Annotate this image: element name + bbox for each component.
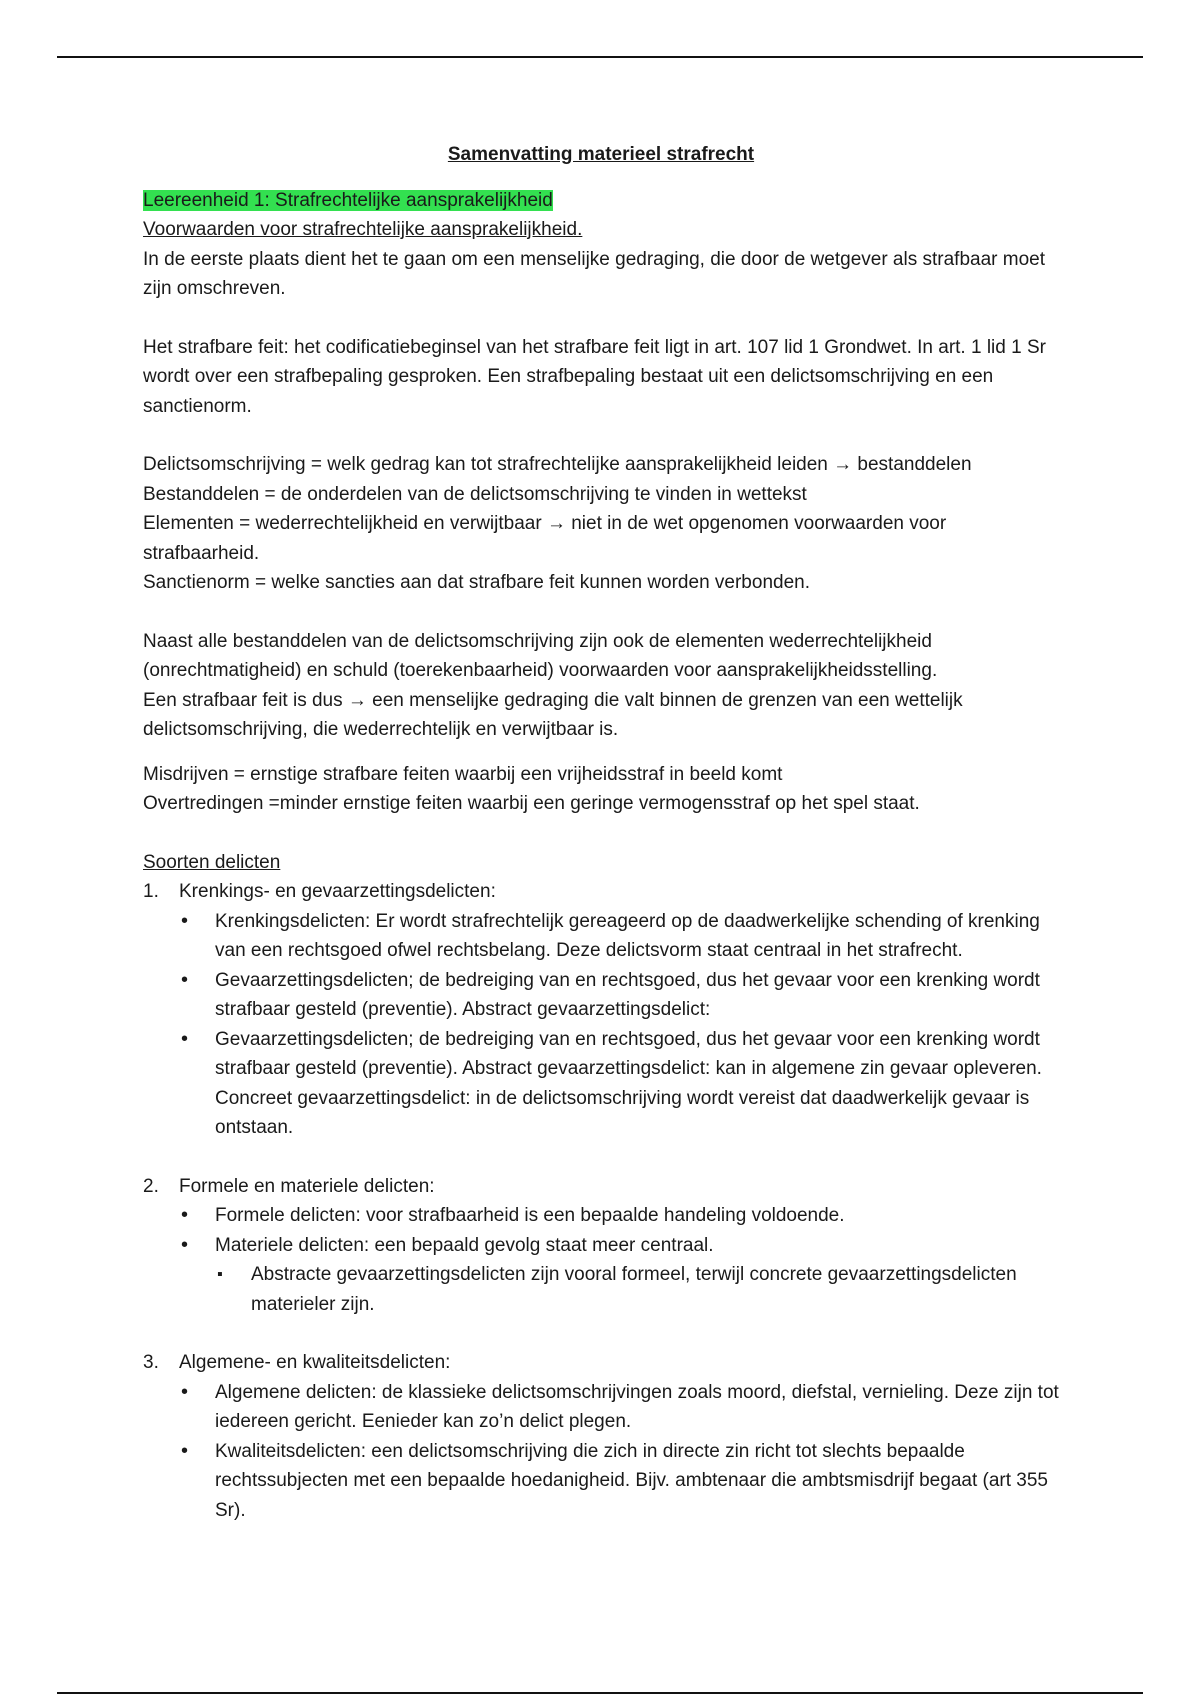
list-item: • Krenkingsdelicten: Er wordt strafrechtelijk gereageerd op de daadwerkelijke schending of krenking van een rechtsgoed ofwel rechtsbelang. Deze delictsvorm staat centraal in het strafrecht. [179,907,1059,966]
definition-delictsomschrijving: Delictsomschrijving = welk gedrag kan tot strafrechtelijke aansprakelijkheid leiden → bestanddelen [143,454,972,475]
list-item: ▪ Abstracte gevaarzettingsdelicten zijn vooral formeel, terwijl concrete gevaarzettingsdelicten materieler zijn. [215,1260,1059,1319]
paragraph-intro: In de eerste plaats dient het te gaan om een menselijke gedraging, die door de wetgever als strafbaar moet zijn omschreven. [143,248,1045,299]
paragraph-strafbaar-feit: Een strafbaar feit is dus → een menselijke gedraging die valt binnen de grenzen van een wettelijk delictsomschrijving, die wederrechtelijk en verwijtbaar is. [143,689,963,740]
list-item: • Gevaarzettingsdelicten; de bedreiging van en rechtsgoed, dus het gevaar voor een krenking wordt strafbaar gesteld (preventie). Abstract gevaarzettingsdelict: kan in algemene zin gevaar opleveren. Concreet gevaarzettingsdelict: in de delictsomschrijving wordt vereist dat daadwerkelijk gevaar is ontstaan. [179,1025,1059,1143]
soorten-heading: Soorten delicten [143,851,281,873]
bottom-rule [57,1692,1143,1694]
definition-overtredingen: Overtredingen =minder ernstige feiten waarbij een geringe vermogensstraf op het spel staat. [143,793,920,814]
definition-misdrijven: Misdrijven = ernstige strafbare feiten waarbij een vrijheidsstraf in beeld komt [143,763,783,785]
section-subheading: Voorwaarden voor strafrechtelijke aansprakelijkheid. [143,219,583,240]
paragraph-elementen: Naast alle bestanddelen van de delictsomschrijving zijn ook de elementen wederrechtelijkheid (onrechtmatigheid) en schuld (toerekenbaarheid) voorwaarden voor aansprakelijkheidsstelling. [143,630,938,681]
list-item: • Algemene delicten: de klassieke delictsomschrijvingen zoals moord, diefstal, vernieling. Deze zijn tot iedereen gericht. Eenieder kan zo’n delict plegen. [179,1378,1059,1437]
page-title: Samenvatting materieel strafrecht [447,144,755,165]
list-item: • Kwaliteitsdelicten: een delictsomschrijving die zich in directe zin richt tot slechts bepaalde rechtssubjecten met een bepaalde hoedanigheid. Bijv. ambtenaar die ambtsmisdrijf begaat (art 355 Sr). [179,1437,1059,1526]
list-item: 3. Algemene- en kwaliteitsdelicten: • Algemene delicten: de klassieke delictsomschrijvingen zoals moord, diefstal, vernieling. Deze zijn tot iedereen gericht. Eenieder kan zo’n delict plegen. • Kwaliteitsdelicten: een delictsomschrijving die zich in directe zin richt tot slechts bepaalde rechtssubjecten met een bepaalde hoedanigheid. Bijv. ambtenaar die ambtsmisdrijf begaat (art 355 Sr). [143,1348,1059,1525]
unit-heading: Leereenheid 1: Strafrechtelijke aansprakelijkheid [143,189,553,211]
list-item: • Materiele delicten: een bepaald gevolg staat meer centraal. ▪ Abstracte gevaarzettingsdelicten zijn vooral formeel, terwijl concrete gevaarzettingsdelicten materieler zijn. [179,1231,1059,1320]
list-item: • Formele delicten: voor strafbaarheid is een bepaalde handeling voldoende. [179,1201,1059,1231]
document-body [143,140,1059,1525]
paragraph-strafbare-feit: Het strafbare feit: het codificatiebeginsel van het strafbare feit ligt in art. 107 lid 1 Grondwet. In art. 1 lid 1 Sr wordt over een strafbepaling gesproken. Een strafbepaling bestaat uit een delictsomschrijving en een sanctienorm. [143,336,1046,417]
delict-types-list [143,877,1059,1525]
list-item: • Gevaarzettingsdelicten; de bedreiging van en rechtsgoed, dus het gevaar voor een krenking wordt strafbaar gesteld (preventie). Abstract gevaarzettingsdelict: [179,966,1059,1025]
list-item: 1. Krenkings- en gevaarzettingsdelicten: • Krenkingsdelicten: Er wordt strafrechtelijk gereageerd op de daadwerkelijke schending of krenking van een rechtsgoed ofwel rechtsbelang. Deze delictsvorm staat centraal in het strafrecht. • Gevaarzettingsdelicten; de bedreiging van en rechtsgoed, dus het gevaar voor een krenking wordt strafbaar gesteld (preventie). Abstract gevaarzettingsdelict: • Gevaarzettingsdelicten; de bedreiging van en rechtsgoed, dus het gevaar voor een krenking wordt strafbaar gesteld (preventie). Abstract gevaarzettingsdelict: kan in algemene zin gevaar opleveren. Concreet gevaarzettingsdelict: in de delictsomschrijving wordt vereist dat daadwerkelijk gevaar is ontstaan. [143,877,1059,1172]
list-item: 2. Formele en materiele delicten: • Formele delicten: voor strafbaarheid is een bepaalde handeling voldoende. • Materiele delicten: een bepaald gevolg staat meer centraal. ▪ Abstracte gevaarzettingsdelicten zijn vooral formeel, terwijl concrete gevaarzettingsdelicten materieler zijn. [143,1172,1059,1349]
definition-bestanddelen: Bestanddelen = de onderdelen van de delictsomschrijving te vinden in wettekst [143,483,807,505]
definition-sanctienorm: Sanctienorm = welke sancties aan dat strafbare feit kunnen worden verbonden. [143,572,810,593]
top-rule [57,56,1143,58]
definition-elementen: Elementen = wederrechtelijkheid en verwijtbaar → niet in de wet opgenomen voorwaarden voor strafbaarheid. [143,513,947,564]
